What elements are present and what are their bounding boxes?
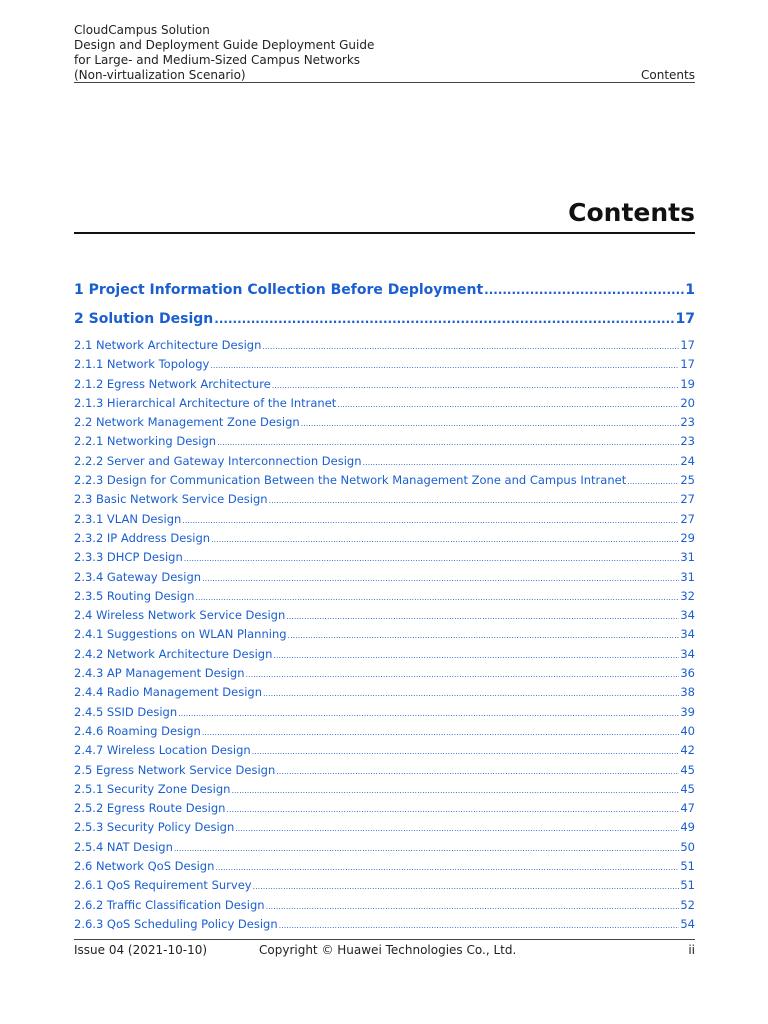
toc-section-link[interactable] — [74, 394, 695, 413]
toc-entry-title: 2.3 Basic Network Service Design — [74, 492, 268, 507]
toc-section-link[interactable] — [74, 432, 695, 451]
toc-section-link[interactable] — [74, 741, 695, 760]
toc-entry-title: 2.3.4 Gateway Design — [74, 569, 202, 584]
toc-entry-page: 40 — [680, 723, 695, 738]
toc-section-link[interactable] — [74, 645, 695, 664]
toc-entry-page: 17 — [680, 357, 695, 372]
toc-section-link[interactable] — [74, 587, 695, 606]
toc-dot-leader — [210, 355, 679, 374]
toc-entry-title: 2.4.1 Suggestions on WLAN Planning — [74, 627, 287, 642]
toc-entry-title: 2.3.1 VLAN Design — [74, 511, 182, 526]
toc-entry-page: 34 — [680, 646, 695, 661]
toc-section-link[interactable] — [74, 548, 695, 567]
toc-entry-title: 2.5.3 Security Policy Design — [74, 820, 235, 835]
toc-entry-title: 2.3.3 DHCP Design — [74, 550, 183, 565]
toc-dot-leader — [184, 548, 680, 567]
toc-entry-title: 2.6 Network QoS Design — [74, 859, 215, 874]
toc-entry-page: 20 — [680, 395, 695, 410]
footer-divider — [74, 939, 695, 940]
toc-entry-page: 23 — [680, 415, 695, 430]
toc-entry-title: 2.2.3 Design for Communication Between the Network Management Zone and Campus Intranet — [74, 473, 627, 488]
header-line-doc-title: Design and Deployment Guide Deployment Guide — [74, 38, 375, 52]
toc-entry-page: 45 — [680, 781, 695, 796]
toc-entry-page: 27 — [680, 511, 695, 526]
page-header — [74, 23, 695, 83]
toc-section-link[interactable] — [74, 915, 695, 934]
toc-entry-page: 25 — [680, 473, 695, 488]
toc-dot-leader — [253, 876, 680, 895]
toc-entry-page: 32 — [680, 588, 695, 603]
toc-dot-leader — [276, 761, 679, 780]
toc-dot-leader — [279, 915, 680, 934]
toc-entry-title: 2.1.1 Network Topology — [74, 357, 210, 372]
toc-section-link[interactable] — [74, 896, 695, 915]
toc-entry-title: 2.4.4 Radio Management Design — [74, 685, 263, 700]
footer-copyright: Copyright © Huawei Technologies Co., Ltd. — [259, 943, 517, 957]
toc-entry-title: 2.4.7 Wireless Location Design — [74, 743, 251, 758]
toc-dot-leader — [301, 413, 680, 432]
toc-entry-title: 2.1 Network Architecture Design — [74, 338, 262, 352]
toc-entry-page: 34 — [680, 627, 695, 642]
toc-dot-leader — [214, 307, 674, 331]
header-line-doc-subtitle: for Large- and Medium-Sized Campus Networks — [74, 53, 361, 67]
toc-section-link[interactable] — [74, 683, 695, 702]
toc-dot-leader — [178, 703, 679, 722]
toc-entry-page: 17 — [680, 338, 695, 352]
toc-entry-page: 51 — [680, 859, 695, 874]
toc-dot-leader — [215, 857, 679, 876]
toc-entry-page: 1 — [685, 282, 695, 298]
toc-section-link[interactable] — [74, 838, 695, 857]
toc-section-link[interactable] — [74, 336, 695, 355]
toc-dot-leader — [202, 568, 679, 587]
toc-entry-title: 2.5.1 Security Zone Design — [74, 781, 231, 796]
toc-entry-title: 2.6.1 QoS Requirement Survey — [74, 878, 252, 893]
toc-entry-title: 1 Project Information Collection Before Deployment — [74, 282, 484, 298]
toc-entry-title: 2.1.3 Hierarchical Architecture of the Intranet — [74, 395, 337, 410]
toc-section-link[interactable] — [74, 452, 695, 471]
toc-entry-page: 42 — [680, 743, 695, 758]
toc-entry-title: 2.1.2 Egress Network Architecture — [74, 376, 271, 391]
toc-entry-title: 2.3.5 Routing Design — [74, 588, 195, 603]
toc-entry-page: 23 — [680, 434, 695, 449]
toc-entry-page: 17 — [675, 311, 695, 327]
toc-entry-title: 2.6.2 Traffic Classification Design — [74, 897, 265, 912]
footer-page-number: ii — [688, 943, 695, 957]
toc-dot-leader — [266, 896, 680, 915]
toc-chapter-link[interactable] — [74, 307, 695, 336]
toc-dot-leader — [195, 587, 679, 606]
toc-entry-page: 45 — [680, 762, 695, 777]
toc-entry-page: 19 — [680, 376, 695, 391]
toc-dot-leader — [226, 799, 679, 818]
toc-dot-leader — [174, 838, 679, 857]
toc-dot-leader — [363, 452, 680, 471]
toc-entry-title: 2.2.1 Networking Design — [74, 434, 217, 449]
toc-dot-leader — [246, 664, 680, 683]
toc-entry-page: 31 — [680, 569, 695, 584]
toc-dot-leader — [627, 471, 679, 490]
toc-section-link[interactable] — [74, 510, 695, 529]
toc-entry-page: 38 — [680, 685, 695, 700]
toc-entry-page: 24 — [680, 453, 695, 468]
toc-dot-leader — [202, 722, 680, 741]
table-of-contents — [74, 278, 695, 934]
toc-section-link[interactable] — [74, 606, 695, 625]
header-divider — [74, 82, 695, 83]
toc-section-link[interactable] — [74, 471, 695, 490]
toc-dot-leader — [235, 818, 679, 837]
toc-entry-title: 2.5.2 Egress Route Design — [74, 801, 226, 816]
toc-entry-title: 2.4.5 SSID Design — [74, 704, 178, 719]
toc-entry-title: 2.6.3 QoS Scheduling Policy Design — [74, 916, 278, 931]
header-line-scenario: (Non-virtualization Scenario) — [74, 68, 246, 82]
toc-dot-leader — [272, 375, 680, 394]
toc-entry-title: 2.5.4 NAT Design — [74, 839, 173, 854]
footer-issue: Issue 04 (2021-10-10) — [74, 943, 208, 957]
toc-section-link[interactable] — [74, 703, 695, 722]
toc-entry-title: 2.5 Egress Network Service Design — [74, 762, 276, 777]
toc-entry-page: 29 — [680, 530, 695, 545]
toc-dot-leader — [262, 336, 679, 355]
toc-section-link[interactable] — [74, 625, 695, 644]
toc-dot-leader — [484, 278, 684, 302]
toc-section-link[interactable] — [74, 568, 695, 587]
toc-entry-page: 31 — [680, 550, 695, 565]
toc-section-link[interactable] — [74, 529, 695, 548]
toc-entry-page: 54 — [680, 916, 695, 931]
toc-section-link[interactable] — [74, 375, 695, 394]
toc-entry-page: 49 — [680, 820, 695, 835]
toc-chapter-link[interactable] — [74, 278, 695, 307]
toc-section-link[interactable] — [74, 857, 695, 876]
toc-dot-leader — [337, 394, 679, 413]
toc-dot-leader — [286, 606, 679, 625]
toc-entry-page: 27 — [680, 492, 695, 507]
toc-entry-page: 51 — [680, 878, 695, 893]
toc-entry-page: 47 — [680, 801, 695, 816]
page-title: Contents — [568, 198, 695, 227]
toc-entry-title: 2 Solution Design — [74, 311, 214, 327]
toc-entry-page: 52 — [680, 897, 695, 912]
toc-entry-title: 2.3.2 IP Address Design — [74, 530, 211, 545]
toc-dot-leader — [211, 529, 679, 548]
toc-entry-title: 2.2.2 Server and Gateway Interconnection Design — [74, 453, 362, 468]
toc-section-link[interactable] — [74, 761, 695, 780]
toc-dot-leader — [252, 741, 680, 760]
toc-entry-page: 34 — [680, 608, 695, 623]
header-section-name: Contents — [641, 68, 695, 82]
toc-dot-leader — [269, 490, 680, 509]
title-divider — [74, 232, 695, 234]
toc-section-link[interactable] — [74, 664, 695, 683]
toc-section-link[interactable] — [74, 722, 695, 741]
toc-entry-title: 2.2 Network Management Zone Design — [74, 415, 300, 430]
toc-section-link[interactable] — [74, 413, 695, 432]
toc-entry-title: 2.4 Wireless Network Service Design — [74, 608, 286, 623]
toc-dot-leader — [182, 510, 679, 529]
toc-entry-page: 50 — [680, 839, 695, 854]
toc-entry-title: 2.4.3 AP Management Design — [74, 666, 245, 681]
toc-dot-leader — [231, 780, 679, 799]
toc-entry-title: 2.4.6 Roaming Design — [74, 723, 201, 738]
toc-dot-leader — [263, 683, 679, 702]
toc-section-link[interactable] — [74, 876, 695, 895]
toc-section-link[interactable] — [74, 780, 695, 799]
toc-entry-page: 36 — [680, 666, 695, 681]
header-line-product: CloudCampus Solution — [74, 23, 210, 37]
toc-section-link[interactable] — [74, 490, 695, 509]
toc-section-link[interactable] — [74, 818, 695, 837]
toc-entry-page: 39 — [680, 704, 695, 719]
toc-section-link[interactable] — [74, 799, 695, 818]
toc-dot-leader — [288, 625, 680, 644]
toc-dot-leader — [273, 645, 679, 664]
toc-section-link[interactable] — [74, 355, 695, 374]
toc-dot-leader — [217, 432, 679, 451]
toc-entry-title: 2.4.2 Network Architecture Design — [74, 646, 273, 661]
